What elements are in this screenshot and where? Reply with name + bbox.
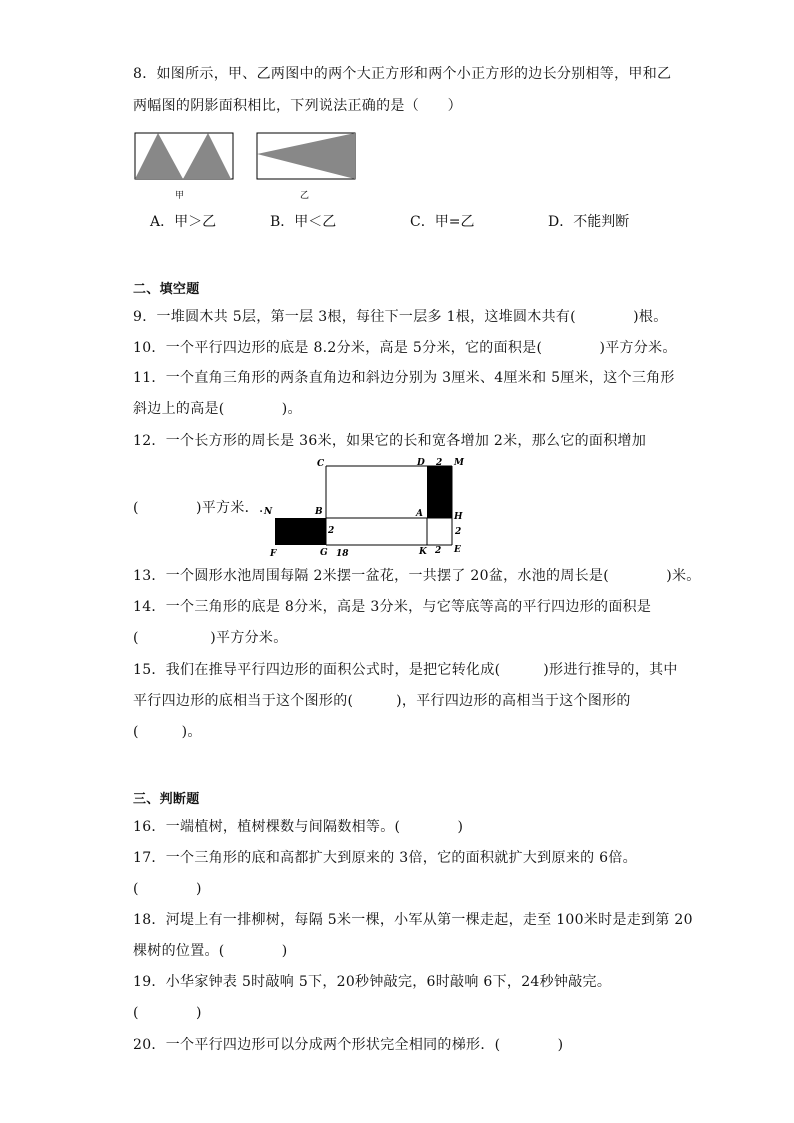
label-two-top: 2 [436, 458, 443, 468]
q12-line1: 12．一个长方形的周长是 36米，如果它的长和宽各增加 2米，那么它的面积增加 [133, 433, 647, 449]
q8-option-d[interactable]: D．不能判断 [548, 214, 630, 230]
q19-line1: 19．小华家钟表 5时敲响 5下，20秒钟敲完，6时敲响 6下，24秒钟敲完。 [133, 974, 612, 990]
label-two-left: 2 [328, 526, 335, 536]
figure-jia [135, 133, 233, 201]
q8-figure [130, 128, 370, 203]
label-two-right: 2 [455, 527, 462, 537]
q15-line2: 平行四边形的底相当于这个图形的( )，平行四边形的高相当于这个图形的 [133, 693, 631, 709]
q11-line1: 11．一个直角三角形的两条直角边和斜边分别为 3厘米、4厘米和 5厘米，这个三角形 [133, 370, 675, 386]
q10-line1: 10．一个平行四边形的底是 8.2分米，高是 5分米，它的面积是( )平方分米。 [133, 340, 677, 356]
q11-line2: 斜边上的高是( )。 [133, 401, 302, 417]
figure-yi [257, 133, 355, 201]
label-h: H [454, 512, 463, 522]
q17-line1: 17．一个三角形的底和高都扩大到原来的 3倍，它的面积就扩大到原来的 6倍。 [133, 850, 637, 866]
q18-line1: 18．河堤上有一排柳树，每隔 5米一棵，小军从第一棵走起，走至 100米时是走到第 20 [133, 912, 693, 928]
label-f: F [270, 549, 277, 559]
q9-line1: 9．一堆圆木共 5层，第一层 3根，每往下一层多 1根，这堆圆木共有( )根。 [133, 309, 668, 325]
label-jia: 甲 [175, 191, 185, 201]
shaded-region-left [275, 518, 326, 545]
q13-line1: 13．一个圆形水池周围每隔 2米摆一盆花，一共摆了 20盆，水池的周长是( )米。 [133, 568, 701, 584]
label-n: N [264, 507, 273, 517]
q19-line2: ( ) [133, 1005, 202, 1021]
shaded-region-right [427, 466, 452, 518]
q8-option-c[interactable]: C．甲=乙 [410, 214, 475, 230]
label-eighteen: 18 [336, 549, 349, 559]
label-m: M [454, 458, 464, 468]
q20-line1: 20．一个平行四边形可以分成两个形状完全相同的梯形．( ) [133, 1037, 564, 1053]
q12-line2: ( )平方米．. [133, 500, 264, 516]
q15-line3: ( )。 [133, 724, 202, 740]
label-yi: 乙 [300, 191, 310, 201]
label-e: E [454, 545, 461, 555]
q8-line2: 两幅图的阴影面积相比，下列说法正确的是（ ） [133, 98, 462, 114]
section-fill-in-title: 二、填空题 [133, 282, 200, 297]
q14-line2: ( )平方分米。 [133, 630, 288, 646]
q16-line1: 16．一端植树，植树棵数与间隔数相等。( ) [133, 819, 464, 835]
label-two-bottom: 2 [435, 546, 442, 556]
label-k: K [419, 547, 427, 557]
q14-line1: 14．一个三角形的底是 8分米，高是 3分米，与它等底等高的平行四边形的面积是 [133, 599, 652, 615]
q8-option-b[interactable]: B．甲＜乙 [270, 214, 337, 230]
section-judgement-title: 三、判断题 [133, 792, 200, 807]
label-a: A [416, 509, 423, 519]
q18-line2: 棵树的位置。( ) [133, 943, 288, 959]
label-g: G [320, 548, 328, 558]
q8-option-a[interactable]: A．甲＞乙 [150, 214, 217, 230]
q17-line2: ( ) [133, 881, 202, 897]
label-b: B [315, 507, 323, 517]
q8-line1: 8．如图所示，甲、乙两图中的两个大正方形和两个小正方形的边长分别相等，甲和乙 [133, 66, 672, 82]
label-c: C [317, 459, 325, 469]
q12-figure [262, 455, 472, 560]
label-d: D [417, 458, 425, 468]
q15-line1: 15．我们在推导平行四边形的面积公式时，是把它转化成( )形进行推导的，其中 [133, 662, 678, 678]
